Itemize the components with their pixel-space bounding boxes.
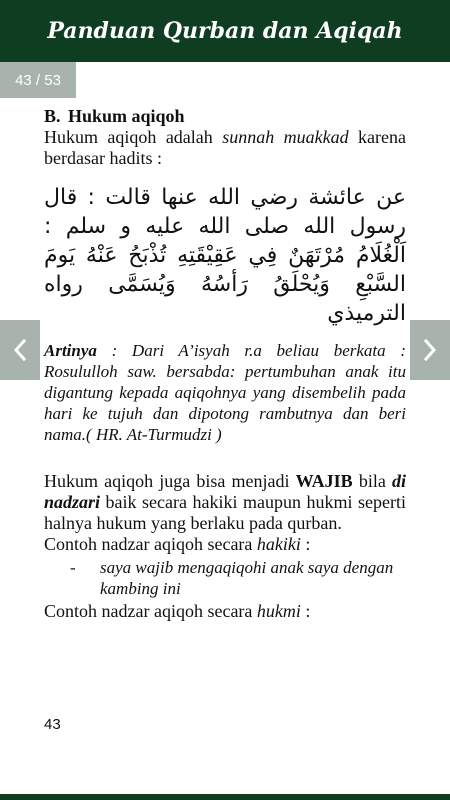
- page-counter: 43 / 53: [0, 62, 76, 98]
- app-title: Panduan Qurban dan Aqiqah: [47, 18, 403, 44]
- example-hukmi-term: hukmi: [256, 601, 301, 621]
- app-header: [0, 0, 450, 62]
- list-item: [44, 557, 406, 599]
- bottom-bar: [0, 794, 450, 800]
- translation-text: : Dari A’isyah r.a beliau berkata : Rosululloh saw. bersabda: pertumbuhan anak itu digantung kepada aqiqohnya yang disembelih pada hari ke tujuh dan dipotong rambutnya dan beri nama.( HR. At-Turmudzi ): [44, 341, 406, 444]
- wajib-emphasis: WAJIB: [295, 471, 353, 491]
- wajib-paragraph: [44, 471, 406, 534]
- intro-text-end: karena berdasar hadits :: [44, 127, 407, 168]
- example-hukmi: [44, 601, 406, 622]
- page-number: 43: [44, 716, 61, 733]
- intro-emphasis: sunnah muakkad: [222, 127, 349, 147]
- intro-text: Hukum aqiqoh adalah: [44, 127, 223, 147]
- example-hakiki-suffix: :: [300, 534, 311, 554]
- example-hukmi-suffix: :: [300, 601, 311, 621]
- bullet-dash: -: [70, 558, 76, 577]
- arabic-hadith: عن عائشة رضي الله عنها قالت : قال رسول الله صلى الله عليه و سلم : اَلْغُلَامُ مُرْتَهَنٌ فِي عَقِيْقَتِهِ تُذْبَحُ عَنْهُ يَومَ السَّبْعِ وَيُحْلَقُ رَأسُهُ وَيُسَمَّى رواه الترميذي: [44, 185, 406, 326]
- wajib-text-1: Hukum aqiqoh juga bisa menjadi: [44, 471, 296, 491]
- section-heading: [44, 106, 406, 127]
- page-content: [44, 106, 406, 622]
- example-hakiki: [44, 534, 406, 555]
- example-hakiki-prefix: Contoh nadzar aqiqoh secara: [44, 534, 257, 554]
- nadzari-emphasis: di nadzari: [44, 471, 406, 512]
- section-number: B.: [44, 106, 61, 126]
- example-hakiki-term: hakiki: [256, 534, 301, 554]
- translation-label: Artinya: [44, 341, 97, 360]
- previous-page-button[interactable]: [0, 320, 40, 380]
- wajib-text-3: baik secara hakiki maupun hukmi seperti halnya hukum yang berlaku pada qurban.: [44, 492, 406, 533]
- section-title: Hukum aqiqoh: [68, 106, 185, 126]
- chevron-left-icon: [11, 337, 29, 363]
- bullet-text: saya wajib mengaqiqohi anak saya dengan kambing ini: [100, 558, 394, 598]
- chevron-right-icon: [421, 337, 439, 363]
- example-hukmi-prefix: Contoh nadzar aqiqoh secara: [44, 601, 257, 621]
- intro-paragraph: [44, 127, 406, 169]
- wajib-text-2: bila: [352, 471, 392, 491]
- translation-paragraph: [44, 340, 406, 445]
- next-page-button[interactable]: [410, 320, 450, 380]
